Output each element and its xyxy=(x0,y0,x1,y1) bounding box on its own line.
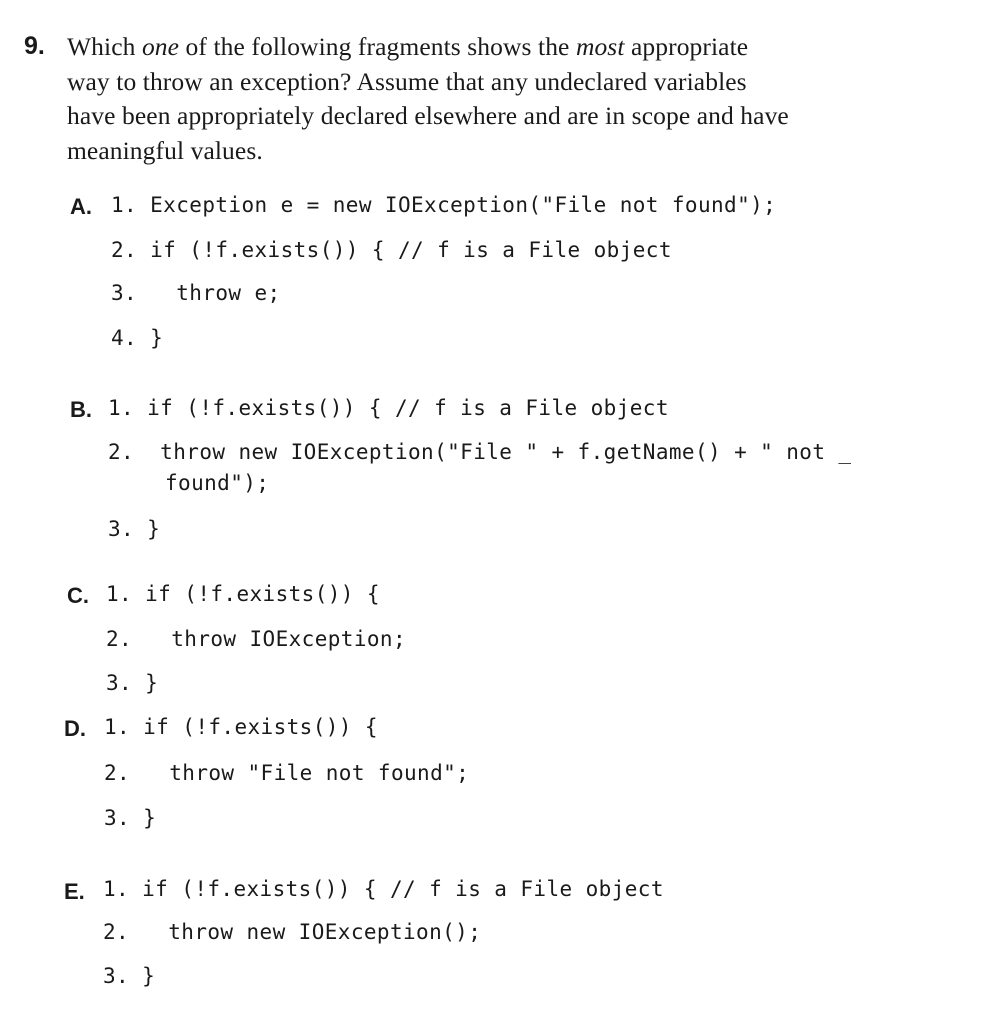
code-line xyxy=(106,582,380,606)
code-line xyxy=(103,877,664,901)
code-continuation: found"); xyxy=(165,471,270,495)
code-text: } xyxy=(143,806,157,830)
line-number: 2. xyxy=(104,761,131,785)
code-line xyxy=(111,326,163,350)
code-line xyxy=(108,517,160,541)
line-number: 4. xyxy=(111,326,138,350)
line-number: 2. xyxy=(106,627,133,651)
code-line xyxy=(106,627,406,651)
line-number: 2. xyxy=(111,238,138,262)
option-letter-e: E. xyxy=(64,879,85,904)
option-letter-d: D. xyxy=(64,716,86,741)
line-number: 3. xyxy=(103,964,130,988)
code-text: throw IOException; xyxy=(145,627,407,651)
code-line xyxy=(111,281,281,305)
code-text: if (!f.exists()) { xyxy=(143,715,378,739)
line-number: 1. xyxy=(103,877,130,901)
code-text: throw new IOException("File " + f.getName() + " not _ xyxy=(147,440,852,464)
question-line: have been appropriately declared elsewhere and are in scope and have xyxy=(67,101,789,130)
code-text: if (!f.exists()) { // f is a File object xyxy=(150,238,672,262)
line-number: 3. xyxy=(111,281,138,305)
code-line xyxy=(111,193,776,217)
line-number: 3. xyxy=(104,806,131,830)
question-emphasis-most: most xyxy=(575,32,625,61)
code-line xyxy=(108,396,669,420)
line-number: 1. xyxy=(106,582,133,606)
code-line xyxy=(111,238,672,262)
option-letter-b: B. xyxy=(70,397,92,422)
line-number: 1. xyxy=(104,715,131,739)
line-number: 3. xyxy=(106,671,133,695)
question-text-segment: of the following fragments shows the xyxy=(179,32,576,61)
question-line: way to throw an exception? Assume that any undeclared variables xyxy=(67,66,747,96)
code-line xyxy=(106,671,158,695)
code-text: } xyxy=(147,517,161,541)
code-line xyxy=(104,806,156,830)
code-line xyxy=(103,920,481,944)
code-text: if (!f.exists()) { // f is a File object xyxy=(142,877,664,901)
code-text: throw new IOException(); xyxy=(142,920,482,944)
code-text: if (!f.exists()) { xyxy=(145,582,380,606)
question-text-segment: Which xyxy=(67,32,142,61)
line-number: 2. xyxy=(103,920,130,944)
code-text: } xyxy=(150,326,164,350)
code-line xyxy=(104,761,469,785)
option-letter-a: A. xyxy=(70,194,92,219)
question-text xyxy=(67,30,967,168)
code-line xyxy=(103,964,155,988)
question-emphasis-one: one xyxy=(141,32,180,61)
code-text: } xyxy=(145,671,159,695)
question-number: 9. xyxy=(24,32,45,60)
option-letter-c: C. xyxy=(67,583,89,608)
code-text: Exception e = new IOException("File not found"); xyxy=(150,193,777,217)
line-number: 2. xyxy=(108,440,135,464)
code-text: throw e; xyxy=(150,281,281,305)
code-text: throw "File not found"; xyxy=(143,761,470,785)
code-text: if (!f.exists()) { // f is a File object xyxy=(147,396,669,420)
code-line xyxy=(108,440,851,464)
question-line xyxy=(67,30,967,65)
line-number: 1. xyxy=(108,396,135,420)
code-text: } xyxy=(142,964,156,988)
code-line xyxy=(104,715,378,739)
line-number: 1. xyxy=(111,193,138,217)
line-number: 3. xyxy=(108,517,135,541)
question-text-segment: appropriate xyxy=(624,32,749,61)
question-line: meaningful values. xyxy=(67,135,263,165)
